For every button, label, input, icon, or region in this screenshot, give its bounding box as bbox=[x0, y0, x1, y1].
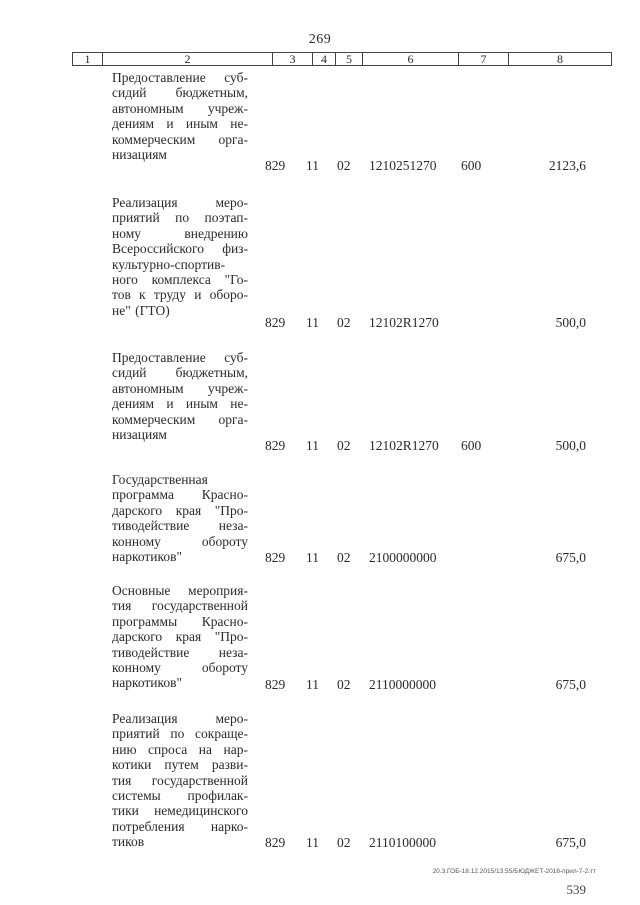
row-csr: 2100000000 bbox=[369, 550, 437, 565]
row-csr: 12102R1270 bbox=[369, 438, 439, 453]
row-csr: 2110100000 bbox=[369, 835, 436, 850]
row-sum: 675,0 bbox=[555, 677, 586, 692]
row-vr: 600 bbox=[461, 158, 482, 173]
row-name: Реализация меро-приятий по сокраще-нию спроса на нар-котики путем разви-тия государственной системы профилак-тики немедицинского потребления нарко-тиков bbox=[112, 711, 248, 850]
row-name: Реализация меро-приятий по поэтап-ному внедрению Всероссийского физ-культурно-спортив-ного комплекса "Го-тов к труду и оборо-не" (ГТО) bbox=[112, 195, 248, 318]
row-csr: 1210251270 bbox=[369, 158, 437, 173]
table-header-row bbox=[72, 52, 612, 66]
row-ved: 829 bbox=[265, 550, 286, 565]
row-ved: 829 bbox=[265, 835, 286, 850]
row-pr: 02 bbox=[337, 835, 351, 850]
row-name: Предоставление суб-сидий бюджетным, автономным учреж-дениям и иным не-коммерческим орга-низациям bbox=[112, 350, 248, 443]
row-sum: 675,0 bbox=[555, 835, 586, 850]
column-header-6: 6 bbox=[363, 53, 459, 65]
row-ved: 829 bbox=[265, 438, 286, 453]
row-sum: 500,0 bbox=[555, 438, 586, 453]
column-header-5: 5 bbox=[336, 53, 363, 65]
row-name: Государственная программа Красно-дарского края "Про-тиводействие неза-конному обороту наркотиков" bbox=[112, 472, 248, 565]
row-rz: 11 bbox=[306, 158, 319, 173]
row-rz: 11 bbox=[306, 677, 319, 692]
column-header-3: 3 bbox=[273, 53, 313, 65]
row-csr: 12102R1270 bbox=[369, 315, 439, 330]
row-ved: 829 bbox=[265, 158, 286, 173]
row-rz: 11 bbox=[306, 550, 319, 565]
row-pr: 02 bbox=[337, 158, 351, 173]
row-pr: 02 bbox=[337, 315, 351, 330]
row-name: Основные мероприя-тия государственной программы Красно-дарского края "Про-тиводействие неза-конному обороту наркотиков" bbox=[112, 583, 248, 691]
page-number: 269 bbox=[308, 32, 332, 47]
row-sum: 2123,6 bbox=[548, 158, 586, 173]
column-header-1: 1 bbox=[73, 53, 103, 65]
row-pr: 02 bbox=[337, 677, 351, 692]
row-sum: 675,0 bbox=[555, 550, 586, 565]
row-ved: 829 bbox=[265, 677, 286, 692]
column-header-2: 2 bbox=[103, 53, 273, 65]
row-rz: 11 bbox=[306, 835, 319, 850]
row-csr: 2110000000 bbox=[369, 677, 436, 692]
bottom-page-number: 539 bbox=[566, 882, 586, 897]
row-pr: 02 bbox=[337, 550, 351, 565]
row-rz: 11 bbox=[306, 438, 319, 453]
row-pr: 02 bbox=[337, 438, 351, 453]
document-stamp: 20.3.ГОБ-18.12.2015/13:55/БЮДЖЕТ-2016-прил-7-2.тт bbox=[432, 868, 596, 875]
column-header-7: 7 bbox=[459, 53, 509, 65]
column-header-8: 8 bbox=[557, 52, 563, 66]
row-sum: 500,0 bbox=[555, 315, 586, 330]
row-rz: 11 bbox=[306, 315, 319, 330]
column-header-4: 4 bbox=[313, 53, 336, 65]
row-name: Предоставление суб-сидий бюджетным, автономным учреж-дениям и иным не-коммерческим орга-низациям bbox=[112, 70, 248, 163]
row-vr: 600 bbox=[461, 438, 482, 453]
row-ved: 829 bbox=[265, 315, 286, 330]
